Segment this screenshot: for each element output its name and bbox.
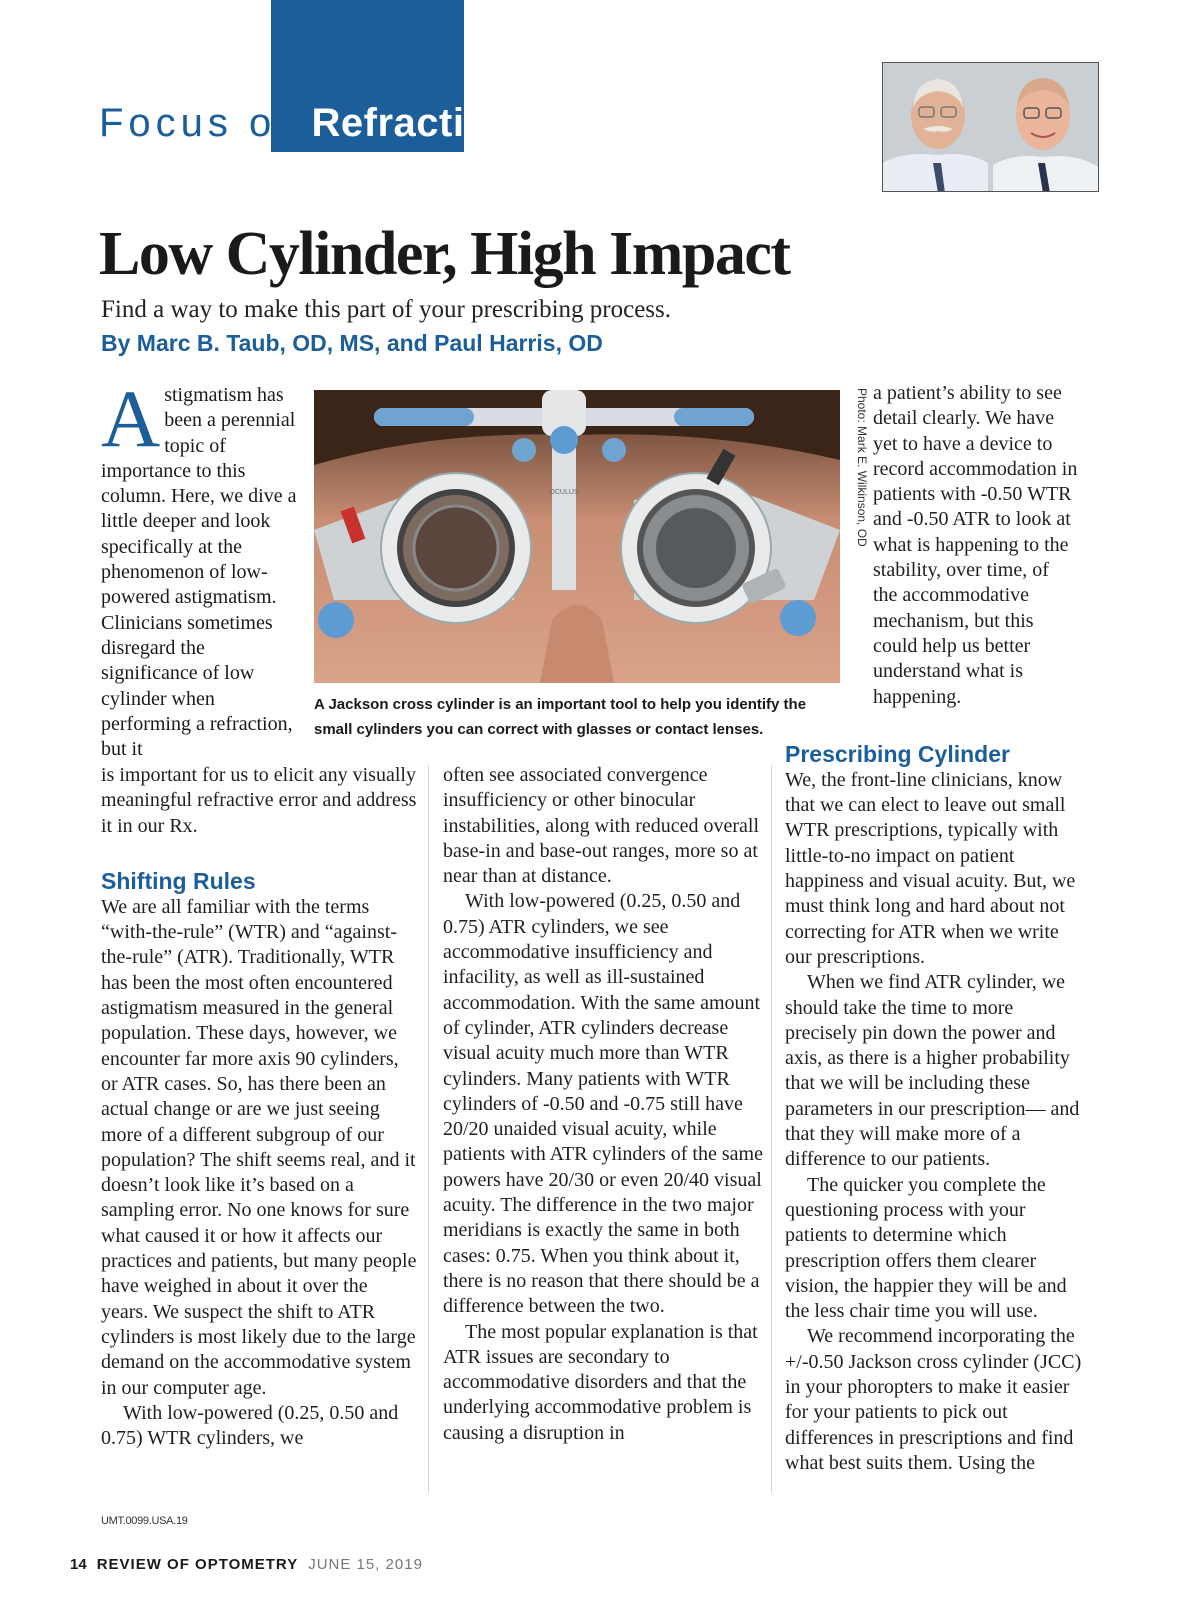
column-divider — [771, 765, 772, 1493]
section-label-bold: Refraction — [311, 101, 515, 145]
article-title: Low Cylinder, High Impact — [99, 220, 790, 288]
photo-credit: Photo: Mark E. Wilkinson, OD — [855, 388, 869, 547]
intro-text: stigmatism has been a perennial topic of importance to this column. Here, we dive a little deeper and look specifically at the phenomenon of low-powered astigmatism. Clinicians sometimes disregard the significance of low cylinder when performing a refraction, but it — [101, 384, 297, 761]
col3-paragraph: The quicker you complete the questioning process with your patients to determine which prescription offers them clearer vision, the happier they will be and the less chair time you will use. — [785, 1173, 1067, 1323]
heading-prescribing-cylinder: Prescribing Cylinder — [785, 740, 1010, 767]
intro-continued-paragraph: is important for us to elicit any visually meaningful refractive error and address it in our Rx. — [101, 764, 417, 837]
trial-frame-photo — [314, 390, 840, 683]
drop-cap: A — [101, 373, 161, 464]
column-2 — [443, 763, 763, 1446]
ad-code: UMT.0099.USA.19 — [101, 1515, 188, 1527]
column-1 — [101, 763, 419, 1451]
photo-caption: A Jackson cross cylinder is an important tool to help you identify the small cylinders you can correct with glasses or contact lenses. — [314, 696, 807, 738]
col3-paragraph: We recommend incorporating the +/-0.50 Jackson cross cylinder (JCC) in your phoropters to make it easier for your patients to pick out differences in prescriptions and find what best suits them. Using the — [785, 1325, 1082, 1474]
heading-shifting-rules: Shifting Rules — [101, 867, 256, 894]
issue-date: JUNE 15, 2019 — [308, 1556, 423, 1573]
col1-paragraph: We are all familiar with the terms “with-the-rule” (WTR) and “against-the-rule” (ATR). Traditionally, WTR has been the most often encountered astigmatism measured in the general population. These days, however, we encounter far more axis 90 cylinders, or ATR cases. So, has there been an actual change or are we just seeing more of a different subgroup of our population? The shift seems real, and it doesn’t look like it’s based on a sampling error. No one knows for sure what caused it or how it affects our practices and patients, but many people have weighed in about it over the years. We suspect the shift to ATR cylinders is most likely due to the large demand on the accommodative system in our computer age. — [101, 895, 417, 1399]
section-label — [99, 103, 514, 143]
col2-paragraph: With low-powered (0.25, 0.50 and 0.75) ATR cylinders, we see accommodative insufficiency and infacility, as well as ill-sustained accommodation. With the same amount of cylinder, ATR cylinders decrease visual acuity much more than WTR cylinders. Many patients with WTR cylinders of -0.50 and -0.75 still have 20/20 unaided visual acuity, while patients with ATR cylinders of the same powers have 20/30 or even 20/40 visual acuity. The difference in the two major meridians is exactly the same in both cases: 0.75. When you think about it, there is no reason that there should be a difference between the two. — [443, 890, 763, 1318]
col3-top-paragraph: a patient’s ability to see detail clearly. We have yet to have a device to record accommodation in patients with -0.50 WTR and -0.50 ATR to look at what is happening to the stability, over time, of the accommodative mechanism, but this could help us better understand what is happening. — [873, 382, 1078, 708]
trial-frame-brand-label: OCULUS — [549, 489, 579, 496]
page-footer — [70, 1556, 423, 1573]
section-label-plain: Focus on — [99, 101, 304, 145]
article-subtitle: Find a way to make this part of your prescribing process. — [101, 296, 672, 323]
magazine-name: REVIEW OF OPTOMETRY — [96, 1556, 299, 1573]
column-3 — [785, 381, 1090, 1476]
col3-paragraph: We, the front-line clinicians, know that we can elect to leave out small WTR prescriptions, typically with little-to-no impact on patient happiness and visual acuity. But, we must think long and hard about not correcting for ATR when we write our prescriptions. — [785, 768, 1076, 968]
trial-frame-illustration — [314, 390, 840, 683]
article-byline: By Marc B. Taub, OD, MS, and Paul Harris, OD — [101, 330, 603, 356]
column-divider — [428, 765, 429, 1493]
intro-wrapped-paragraph — [101, 373, 301, 762]
col2-paragraph: The most popular explanation is that ATR issues are secondary to accommodative disorders and that the underlying accommodative problem is causing a disruption in — [443, 1320, 758, 1444]
col1-paragraph: With low-powered (0.25, 0.50 and 0.75) WTR cylinders, we — [101, 1401, 399, 1450]
author-headshot-photo — [882, 62, 1099, 192]
col3-paragraph: When we find ATR cylinder, we should take the time to more precisely pin down the power and axis, as there is a higher probability that we will be including these parameters in our prescription— and that they will make more of a difference to our patients. — [785, 971, 1080, 1171]
col2-paragraph: often see associated convergence insufficiency or other binocular instabilities, along with reduced overall base-in and base-out ranges, more so at near than at distance. — [443, 764, 760, 888]
author-headshot-illustration — [883, 63, 1099, 192]
page-number: 14 — [70, 1556, 87, 1573]
